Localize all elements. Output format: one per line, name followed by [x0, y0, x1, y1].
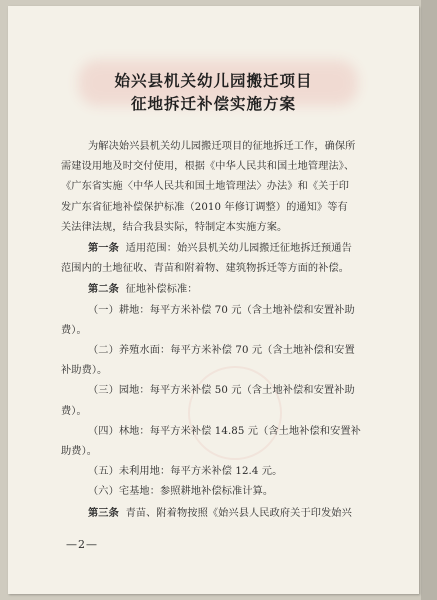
item-4-line-2: 助费）。 [61, 446, 98, 458]
article-2 [61, 279, 379, 300]
article-1-label: 第一条 [88, 242, 119, 255]
article-3-text: 青苗、附着物按照《始兴县人民政府关于印发始兴 [125, 507, 352, 519]
item-2-line-2: 补助费）。 [61, 365, 108, 377]
document-title-line1: 始兴县机关幼儿园搬迁项目 [114, 71, 313, 90]
intro-line-4: 发广东省征地补偿保护标准（2010 年修订调整）的通知》等有 [61, 201, 348, 213]
intro-line-2: 需建设用地及时交付使用，根据《中华人民共和国土地管理法》、 [61, 161, 355, 173]
item-1-line-1: （一）耕地：每平方米补偿 70 元（含土地补偿和安置补助 [88, 304, 355, 316]
article-1-continuation: 范围内的土地征收、青苗和附着物、建筑物拆迁等方面的补偿。 [61, 263, 350, 275]
item-3-line-1: （三）园地：每平方米补偿 50 元（含土地补偿和安置补助 [88, 385, 355, 397]
article-2-heading: 征地补偿标准： [125, 284, 198, 296]
intro-line-1: 为解决始兴县机关幼儿园搬迁项目的征地拆迁工作，确保所 [88, 141, 356, 152]
item-6: （六）宅基地：参照耕地补偿标准计算。 [88, 486, 274, 498]
scan-edge [421, 0, 437, 600]
article-1-text: 适用范围：始兴县机关幼儿园搬迁征地拆迁预通告 [125, 243, 352, 255]
document-title-line2: 征地拆迁补偿实施方案 [130, 94, 296, 113]
intro-line-5: 关法律法规，结合我县实际，特制定本实施方案。 [61, 221, 288, 233]
intro-line-3: 《广东省实施〈中华人民共和国土地管理法〉办法》和《关于印 [61, 181, 350, 193]
article-3 [61, 503, 379, 524]
article-3-label: 第三条 [88, 506, 119, 519]
document-page [8, 6, 419, 594]
item-5: （五）未利用地：每平方米补偿 12.4 元。 [88, 466, 283, 478]
article-2-label: 第二条 [88, 283, 119, 296]
item-1-line-2: 费）。 [61, 324, 87, 336]
item-2-line-1: （二）养殖水面：每平方米补偿 70 元（含土地补偿和安置 [88, 345, 355, 357]
article-1 [61, 238, 379, 259]
item-3-line-2: 费）。 [61, 405, 87, 417]
document-body [61, 137, 379, 524]
item-4-line-1: （四）林地：每平方米补偿 14.85 元（含土地补偿和安置补 [88, 425, 361, 437]
page-number: —2— [66, 538, 98, 551]
